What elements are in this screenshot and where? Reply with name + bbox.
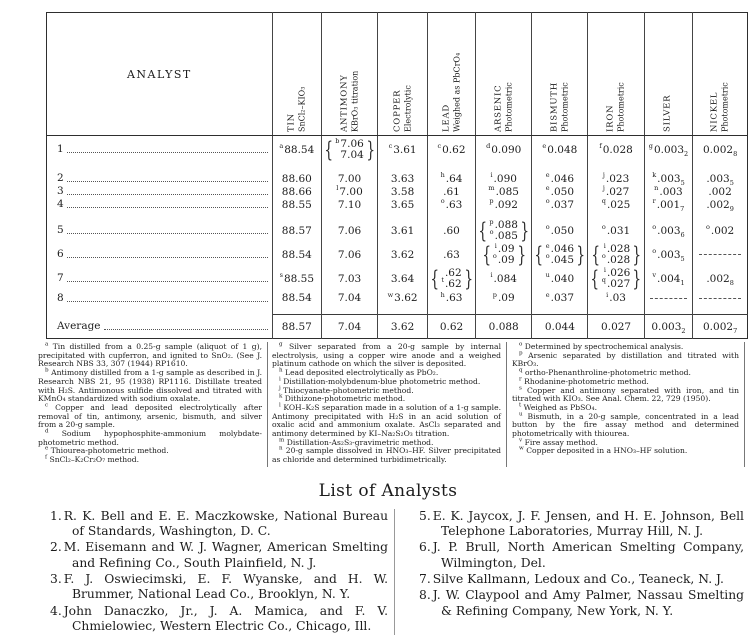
analyst-item: 2. M. Eisemann and W. J. Wagner, American Smelting and Refining Co., South Plainfield, N. J.	[50, 540, 388, 570]
data-cell: .61	[427, 185, 475, 198]
braced-value-pair: { $^i$.026 $^q$.027 }	[590, 265, 642, 291]
footnote: $^p$ Arsenic separated by distillation and titrated with KBrO₃.	[512, 350, 739, 369]
footnote: $^s$ Copper and antimony separated with iron, and tin titrated with KIO₃. See Anal. Chem. 22, 729 (1950).	[512, 384, 739, 404]
column-header-arsenic	[476, 13, 532, 136]
footnote-marker: c	[45, 402, 49, 409]
column-element: SILVER	[662, 94, 673, 132]
data-cell: $^l$7.00	[321, 185, 377, 198]
data-cell: $^q$.025	[588, 198, 644, 211]
data-cell: $^o$.050	[532, 211, 588, 241]
table-row	[47, 185, 748, 198]
braced-value-pair: { $^i$.09 $^o$.09 }	[481, 241, 526, 267]
data-cell: 3.62	[378, 314, 428, 339]
footnote: $^t$ Weighed as PbSO₄.	[519, 402, 597, 412]
data-cell: $^j$.023	[588, 160, 644, 185]
table-row	[47, 241, 748, 265]
data-cell: $0.003_2$	[644, 314, 692, 339]
braced-value-pair: { .62 $^t$.62 }	[430, 266, 473, 291]
data-cell: $^p$.09	[476, 289, 532, 314]
footnote: $^l$ KOH–K₂S separation made in a solution of a 1-g sample. Antimony precipitated with H₂S in an acid solution of oxalic acid and ammonium oxalate. AsCl₃ separated and antimony determined by KI–Na₂S₂O₃ titration.	[272, 402, 501, 439]
footnote-marker: i	[279, 376, 281, 383]
data-cell	[693, 289, 748, 314]
footnote: $^f$ SnCl₂–K₂Cr₂O₇ method.	[45, 454, 140, 465]
right-brace: }	[632, 242, 642, 267]
data-cell: $^i$.090	[476, 160, 532, 185]
data-cell: $^g0.003_2$	[644, 136, 692, 161]
analyst-item: 6. J. P. Brull, North American Smelting Company, Wilmington, Del.	[419, 540, 744, 570]
data-cell: 7.03	[321, 265, 377, 289]
left-brace: {	[534, 242, 544, 267]
dotted-leader	[67, 301, 268, 302]
analyst-number: 5.	[419, 508, 431, 523]
dotted-leader	[67, 281, 268, 282]
column-method: Electrolytic	[403, 85, 413, 132]
footnote: $^b$ Antimony distilled from a 1-g sample as described in J. Research NBS 21, 95 (1938) RP1116. Distillate treated with H₂S. Antimonous sulfide dissolved and titrated with KMnO₄ standardized with sodium oxalate.	[38, 367, 262, 404]
left-brace: {	[481, 242, 491, 267]
data-cell: $^w$3.62	[378, 289, 428, 314]
footnote-marker: g	[279, 341, 283, 348]
footnote-marker: p	[519, 350, 523, 357]
footnote-marker: n	[279, 445, 283, 452]
column-element: ANTIMONY	[339, 74, 350, 132]
analyst-list-left	[38, 509, 394, 635]
column-header-copper	[378, 13, 428, 136]
data-cell: 88.60	[272, 160, 321, 185]
data-cell: $^u$.040	[532, 265, 588, 289]
data-cell: $^a$88.54	[272, 136, 321, 161]
table-row	[47, 211, 748, 241]
footnote-marker: f	[45, 454, 48, 461]
dotted-leader	[67, 207, 268, 208]
table-row	[47, 198, 748, 211]
data-cell: .002	[693, 185, 748, 198]
data-cell: $.003_5$	[693, 160, 748, 185]
data-cell: 3.58	[378, 185, 428, 198]
row-label-cell: 4	[47, 198, 273, 211]
footnote: $^m$ Distillation-As₂S₃-gravimetric method.	[279, 437, 434, 447]
column-method: Weighed as PbCrO₄	[452, 52, 461, 132]
footnote-marker: b	[45, 367, 49, 374]
data-cell: 88.55	[272, 198, 321, 211]
data-cell: 88.57	[272, 211, 321, 241]
data-cell: $.002_8$	[693, 265, 748, 289]
column-element: LEAD	[441, 103, 451, 132]
braced-value-pair: { $^b$7.06 7.04 }	[324, 136, 375, 162]
data-cell	[693, 241, 748, 265]
footnote-marker: o	[519, 341, 523, 348]
data-cell: 88.66	[272, 185, 321, 198]
footnote: $^u$ Bismuth, in a 20-g sample, concentrated in a lead button by the fire assay method and determined photometrically with thiourea.	[512, 411, 739, 439]
column-method: KBrO₃ titration	[350, 70, 360, 132]
data-cell: $^e$.050	[532, 185, 588, 198]
table-row	[47, 136, 748, 161]
right-brace: }	[516, 242, 526, 267]
analyst-item: 3. F. J. Oswiecimski, E. F. Wyanske, and H. W. Brummer, National Lead Co., Brooklyn, N. Y.	[50, 572, 388, 602]
data-cell: $^d$0.090	[476, 136, 532, 161]
footnote-marker: u	[519, 411, 523, 418]
left-brace: {	[430, 266, 440, 291]
average-row	[47, 314, 748, 339]
column-element: ARSENIC	[493, 84, 504, 132]
table-row	[47, 160, 748, 185]
braced-value-pair: { $^i$.028 $^o$.028 }	[590, 241, 642, 267]
data-cell	[427, 265, 475, 289]
data-cell: $0.002_7$	[693, 314, 748, 339]
table-row	[47, 289, 748, 314]
row-label-cell: 6	[47, 241, 273, 265]
data-cell: 7.04	[321, 289, 377, 314]
footnote-marker: v	[519, 437, 523, 444]
footnote: $^g$ Silver separated from a 20-g sample by internal electrolysis, using a copper wire anode and a weighed platinum cathode on which the silver is deposited.	[272, 341, 501, 369]
data-cell: $^i$.084	[476, 265, 532, 289]
data-cell: 3.63	[378, 160, 428, 185]
column-element: TIN	[286, 113, 297, 132]
row-label-cell: 3	[47, 185, 273, 198]
footnote-marker: d	[45, 428, 49, 435]
data-cell: 88.54	[272, 289, 321, 314]
data-cell	[588, 265, 644, 289]
no-value-dash	[650, 298, 687, 299]
dotted-leader	[67, 152, 268, 153]
data-cell: $^s$88.55	[272, 265, 321, 289]
column-element: IRON	[605, 104, 616, 132]
column-element: COPPER	[392, 89, 403, 132]
right-brace: }	[632, 266, 642, 291]
data-cell: 3.61	[378, 211, 428, 241]
left-brace: {	[478, 218, 488, 243]
data-cell: $^e$.037	[532, 289, 588, 314]
analyst-item: 4. John Danaczko, Jr., J. A. Mamica, and F. V. Chmielowiec, Western Electric Co., Chicago, Ill.	[50, 603, 388, 633]
right-brace: }	[366, 137, 375, 162]
analyst-number: 8.	[419, 588, 431, 603]
data-cell: $^h$.63	[427, 289, 475, 314]
analyst-number: 4.	[50, 603, 62, 618]
dotted-leader	[67, 181, 268, 182]
column-header-iron	[588, 13, 644, 136]
table-row	[47, 265, 748, 289]
data-cell: 3.64	[378, 265, 428, 289]
footnote-marker: s	[519, 384, 522, 391]
footnote-column-2	[268, 342, 507, 467]
right-brace: }	[464, 266, 473, 291]
footnote: $^h$ Lead deposited electrolytically as PbO₂.	[279, 367, 439, 378]
column-header-bismuth	[532, 13, 588, 136]
footnote: $^i$ Distillation-molybdenum-blue photometric method.	[279, 376, 481, 386]
left-brace: {	[590, 242, 600, 267]
data-cell	[588, 241, 644, 265]
footnote: $^n$ 20-g sample dissolved in HNO₃–HF. Silver precipitated as chloride and determined turbidimetrically.	[272, 445, 501, 465]
data-cell	[532, 241, 588, 265]
analyst-item: 8. J. W. Claypool and Amy Palmer, Nassau Smelting & Refining Company, New York, N. Y.	[419, 588, 744, 618]
left-brace: {	[590, 266, 600, 291]
analyst-item: 1. R. K. Bell and E. E. Maczkowske, National Bureau of Standards, Washington, D. C.	[50, 508, 388, 539]
data-cell: $^i$.03	[588, 289, 644, 314]
footnote: $^c$ Copper and lead deposited electrolytically after removal of tin, antimony, arsenic, bismuth, and silver from a 20-g sample.	[38, 402, 262, 430]
footnote: $^e$ Thiourea-photometric method.	[45, 445, 169, 456]
footnote: $^a$ Tin distilled from a 0.25-g sample (aliquot of 1 g), precipitated with cupferron, and ignited to SnO₂. (See J. Research NBS 33, 307 (1944) RP1610.	[38, 341, 262, 369]
footnote-marker: k	[279, 393, 283, 400]
results-body	[47, 136, 748, 339]
footnote-marker: a	[45, 341, 49, 348]
data-cell: 0.088	[476, 314, 532, 339]
row-label-cell: 7	[47, 265, 273, 289]
braced-value-pair: { $^e$.046 $^o$.045 }	[534, 241, 586, 267]
row-label-cell: 8	[47, 289, 273, 314]
data-cell: $^e$.046	[532, 160, 588, 185]
footnote: $^w$ Copper deposited in a HNO₃–HF solution.	[519, 445, 688, 456]
data-cell: $^h$.64	[427, 160, 475, 185]
data-cell: $^o$.037	[532, 198, 588, 211]
column-header-nickel	[693, 13, 748, 136]
data-cell: 0.027	[588, 314, 644, 339]
footnote: $^o$ Determined by spectrochemical analysis.	[519, 341, 684, 351]
header-row	[47, 13, 748, 136]
data-cell: $.002_9$	[693, 198, 748, 211]
analyst-item: 5. E. K. Jaycox, J. F. Jensen, and H. E. Johnson, Bell Telephone Laboratories, Murray Hill, N. J.	[419, 508, 744, 539]
footnote-marker: e	[45, 445, 49, 452]
data-cell	[476, 211, 532, 241]
dotted-leader	[67, 233, 268, 234]
data-cell: 7.06	[321, 211, 377, 241]
column-header-tin	[272, 13, 321, 136]
column-header-lead	[427, 13, 475, 136]
data-cell: $^v.004_1$	[644, 265, 692, 289]
data-cell: 3.65	[378, 198, 428, 211]
footnote-marker: l	[279, 402, 281, 409]
footnote-marker: j	[279, 384, 281, 391]
data-cell: $^o.003_6$	[644, 211, 692, 241]
data-cell: 3.62	[378, 241, 428, 265]
footnote-marker: r	[519, 376, 522, 383]
footnote-marker: h	[279, 367, 283, 374]
footnote: $^j$ Thiocyanate-photometric method.	[279, 384, 414, 395]
data-cell: $^o.003_5$	[644, 241, 692, 265]
no-value-dash	[699, 254, 741, 255]
footnote-column-3	[507, 342, 745, 467]
row-label-cell: 2	[47, 160, 273, 185]
analyst-number: 6.	[419, 540, 431, 555]
data-cell: 7.06	[321, 241, 377, 265]
results-table	[46, 12, 748, 339]
column-element: BISMUTH	[549, 82, 560, 132]
footnote-column-1	[38, 342, 268, 467]
dotted-leader	[104, 329, 268, 330]
analyst-number: 2.	[50, 540, 62, 555]
analyst-number: 1.	[50, 508, 62, 523]
analyst-list	[38, 509, 750, 635]
data-cell: $^k.003_5$	[644, 160, 692, 185]
data-cell: $^c$3.61	[378, 136, 428, 161]
footnote-marker: m	[279, 437, 285, 444]
footnote: $^k$ Dithizone-photometric method.	[279, 393, 406, 404]
column-method: Photometric	[560, 82, 570, 132]
footnote: $^r$ Rhodanine-photometric method.	[519, 376, 649, 386]
data-cell: 7.00	[321, 160, 377, 185]
data-cell: $^o$.002	[693, 211, 748, 241]
data-cell: .60	[427, 211, 475, 241]
row-label-cell: 5	[47, 211, 273, 241]
data-cell: .63	[427, 241, 475, 265]
data-cell: $0.002_8$	[693, 136, 748, 161]
footnote-marker: t	[519, 402, 522, 409]
data-cell: $^c$0.62	[427, 136, 475, 161]
data-cell: $^j$.027	[588, 185, 644, 198]
footnote-marker: q	[519, 367, 523, 374]
right-brace: }	[520, 218, 530, 243]
list-of-analysts-title: List of Analysts	[318, 480, 458, 501]
data-cell: 7.04	[321, 314, 377, 339]
data-cell: $^o$.031	[588, 211, 644, 241]
data-cell: $^p$.092	[476, 198, 532, 211]
footnote: $^q$ ortho-Phenanthroline-photometric method.	[519, 367, 691, 378]
data-cell: $^m$.085	[476, 185, 532, 198]
analyst-item: 7. Silve Kallmann, Ledoux and Co., Teaneck, N. J.	[419, 572, 724, 587]
data-cell: 7.10	[321, 198, 377, 211]
column-method: Photometric	[616, 82, 626, 132]
row-label-cell: 1	[47, 136, 273, 161]
analyst-number: 3.	[50, 572, 62, 587]
column-method: Photometric	[504, 82, 514, 132]
data-cell	[644, 289, 692, 314]
footnote: $^d$ Sodium hypophosphite-ammonium molybdate-photometric method.	[38, 428, 262, 447]
column-header-silver	[644, 13, 692, 136]
column-header-antimony	[321, 13, 377, 136]
data-cell: 0.044	[532, 314, 588, 339]
no-value-dash	[699, 298, 741, 299]
data-cell: $^n$.003	[644, 185, 692, 198]
row-label-cell: Average	[47, 314, 273, 339]
column-method: Photometric	[720, 82, 730, 132]
footnotes	[38, 342, 745, 467]
data-cell: $^f$0.028	[588, 136, 644, 161]
footnote: $^v$ Fire assay method.	[519, 437, 598, 447]
data-cell: 0.62	[427, 314, 475, 339]
data-cell: $^e$0.048	[532, 136, 588, 161]
column-method: SnCl₂–KIO₃	[297, 86, 307, 132]
data-cell	[321, 136, 377, 161]
data-cell: 88.54	[272, 241, 321, 265]
data-cell: 88.57	[272, 314, 321, 339]
analyst-list-right	[394, 509, 750, 635]
dotted-leader	[67, 257, 268, 258]
dotted-leader	[67, 194, 268, 195]
footnote-marker: w	[519, 445, 524, 452]
data-cell: $^r.001_7$	[644, 198, 692, 211]
braced-value-pair: { $^p$.088 $^o$.085 }	[478, 217, 530, 243]
data-cell: $^o$.63	[427, 198, 475, 211]
analyst-number: 7.	[419, 572, 431, 587]
analyst-column-header: ANALYST	[47, 13, 273, 136]
column-element: NICKEL	[709, 91, 720, 132]
right-brace: }	[576, 242, 586, 267]
left-brace: {	[324, 137, 333, 162]
data-cell	[476, 241, 532, 265]
